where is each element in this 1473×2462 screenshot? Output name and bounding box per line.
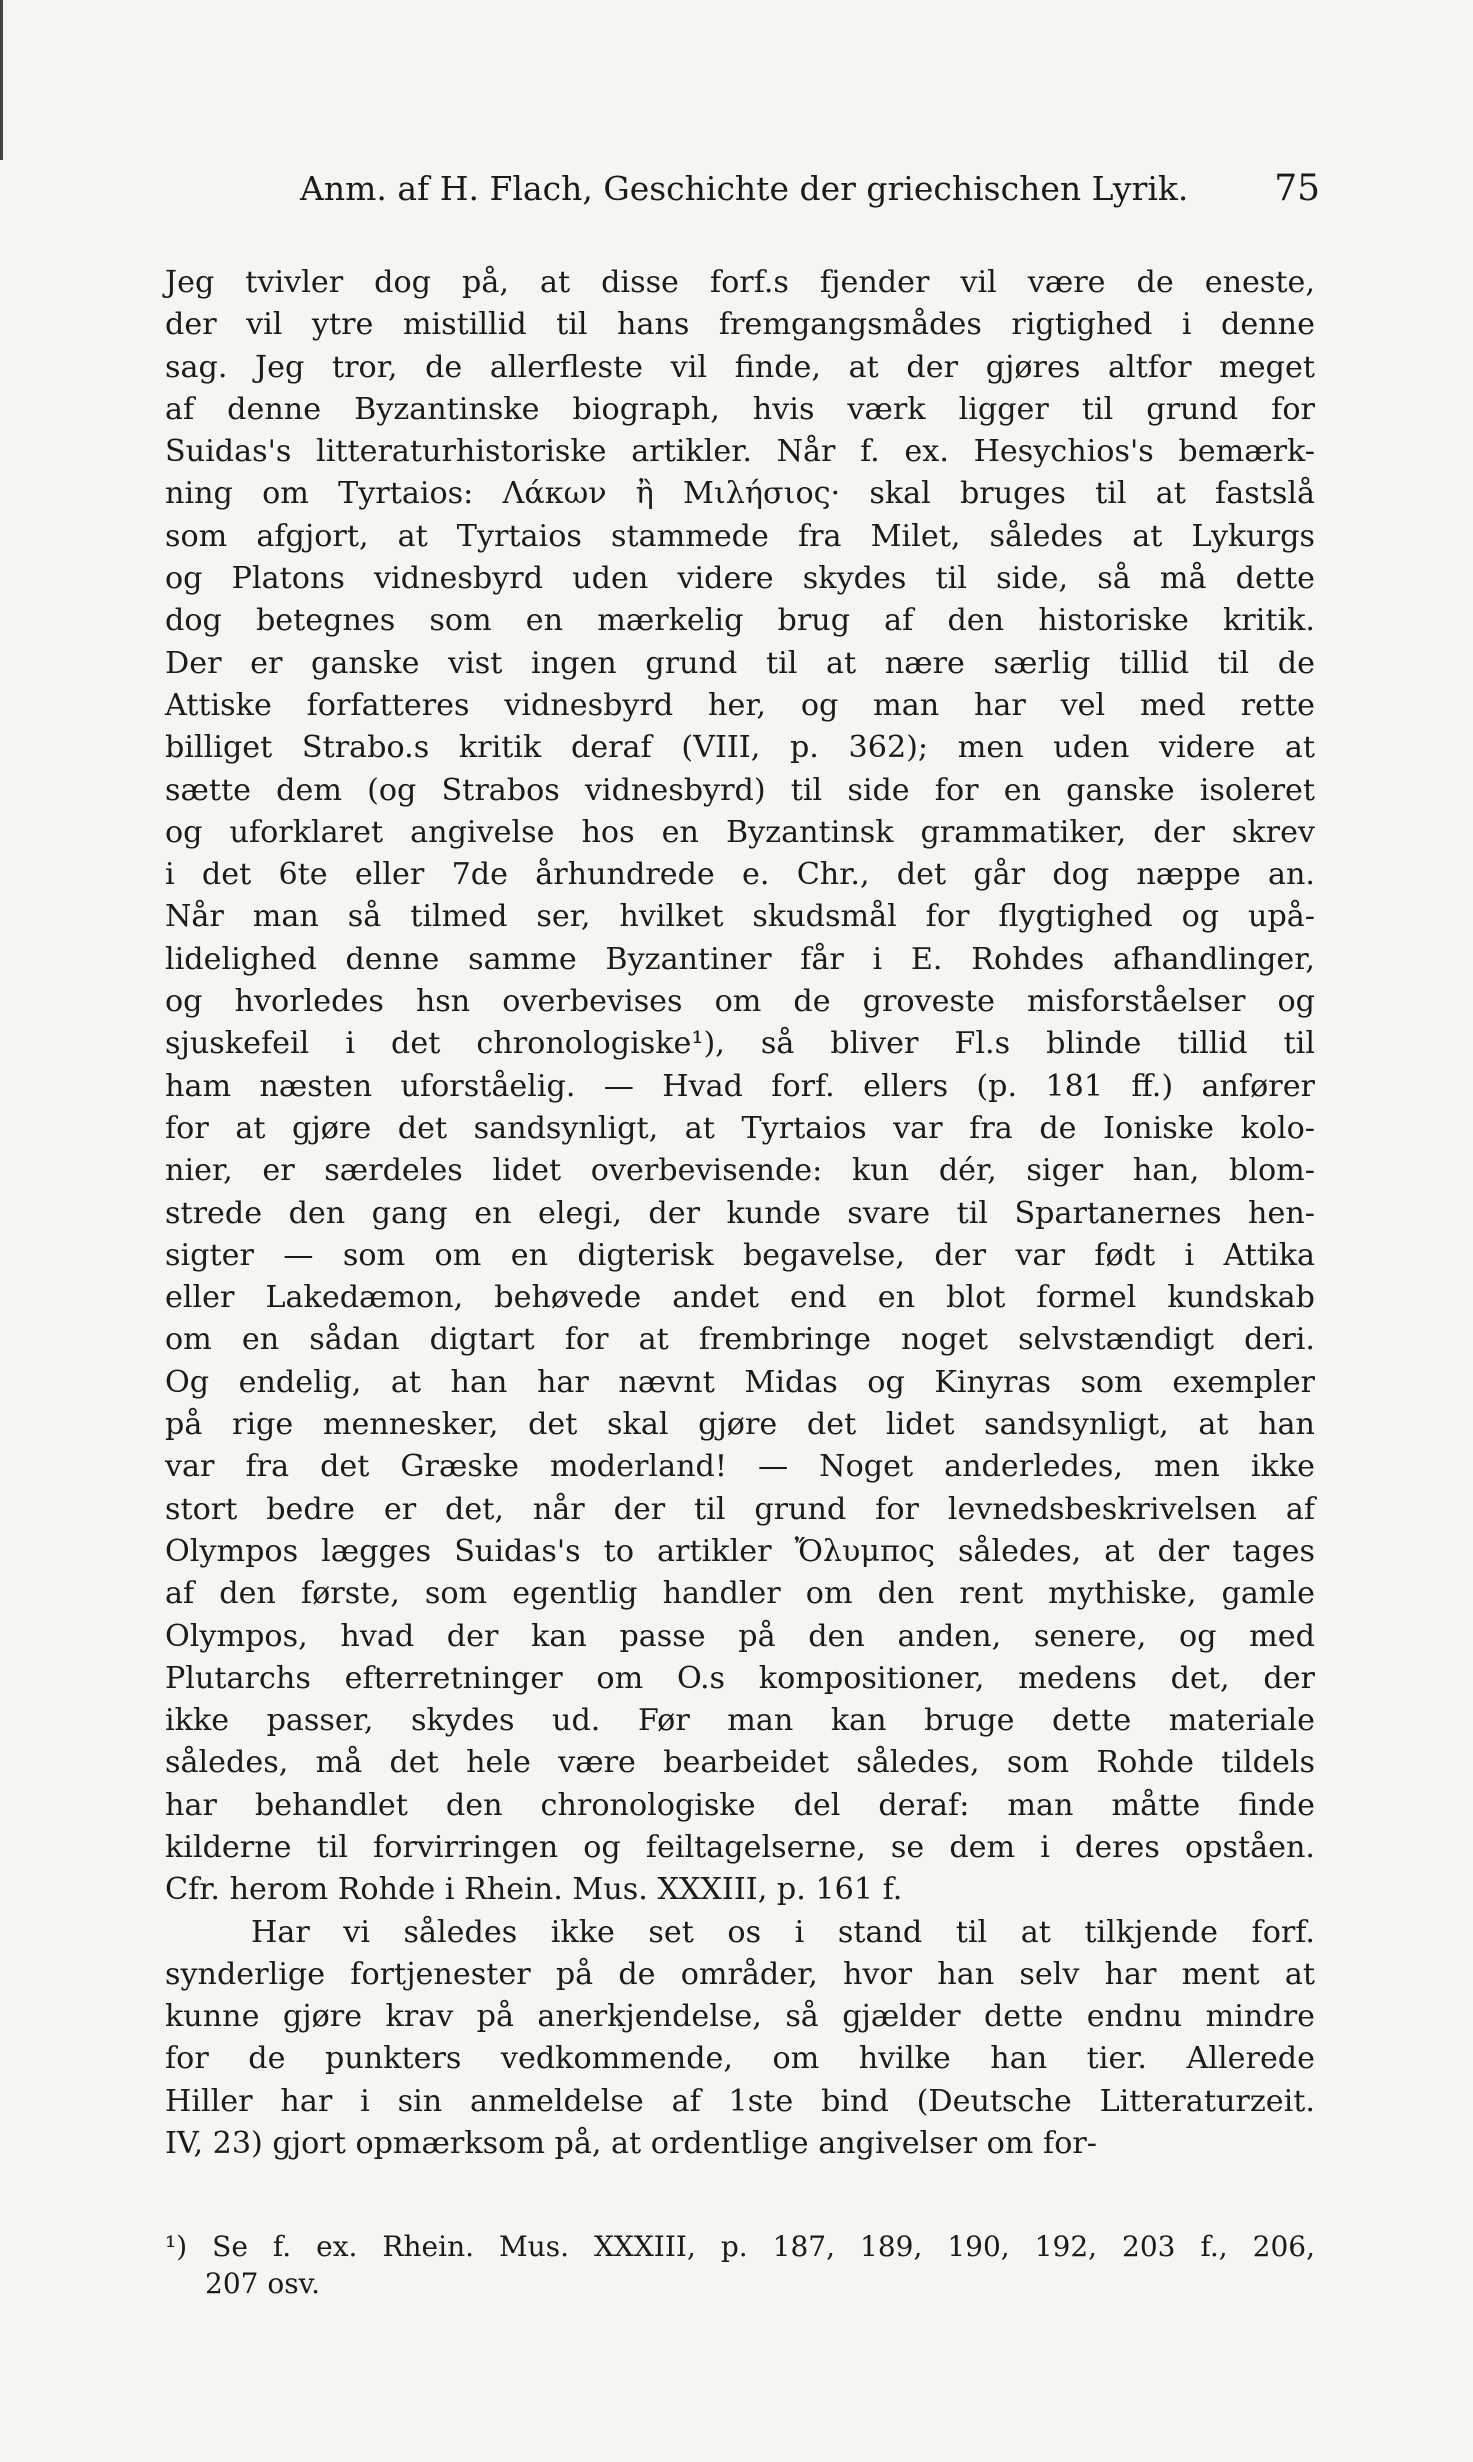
text-line: Der er ganske vist ingen grund til at nære særlig tillid til de — [165, 645, 1315, 681]
text-line: Attiske forfatteres vidnesbyrd her, og man har vel med rette — [165, 687, 1315, 723]
footnotes — [165, 2228, 1315, 2302]
text-line: nier, er særdeles lidet overbevisende: kun dér, siger han, blom- — [165, 1153, 1315, 1189]
text-line: Cfr. herom Rohde i Rhein. Mus. XXXIII, p. 161 f. — [165, 1872, 903, 1908]
text-line: sætte dem (og Strabos vidnesbyrd) til side for en ganske isoleret — [165, 772, 1315, 808]
text-line: sag. Jeg tror, de allerfleste vil finde, at der gjøres altfor meget — [165, 349, 1315, 385]
text-line: kilderne til forvirringen og feiltagelserne, se dem i deres opståen. — [165, 1829, 1315, 1865]
body-text — [165, 262, 1315, 2165]
text-line: Suidas's litteraturhistoriske artikler. Når f. ex. Hesychios's bemærk- — [165, 434, 1315, 470]
text-line: Har vi således ikke set os i stand til at tilkjende forf. — [251, 1914, 1315, 1950]
text-line: lidelighed denne samme Byzantiner får i E. Rohdes afhandlinger, — [165, 941, 1315, 977]
text-line: billiget Strabo.s kritik deraf (VIII, p. 362); men uden videre at — [165, 730, 1315, 766]
text-line: Hiller har i sin anmeldelse af 1ste bind (Deutsche Litteraturzeit. — [165, 2083, 1315, 2119]
text-line: om en sådan digtart for at frembringe noget selvstændigt deri. — [165, 1322, 1315, 1358]
text-line: Når man så tilmed ser, hvilket skudsmål for flygtighed og upå- — [165, 899, 1315, 935]
text-line: eller Lakedæmon, behøvede andet end en blot formel kundskab — [165, 1280, 1315, 1316]
text-line: Og endelig, at han har nævnt Midas og Kinyras som exempler — [165, 1364, 1315, 1400]
text-line: og hvorledes hsn overbevises om de groveste misforståelser og — [165, 984, 1315, 1020]
text-line: ning om Tyrtaios: Λάκων ἢ Μιλήσιος· skal bruges til at fastslå — [165, 476, 1315, 512]
text-line: af denne Byzantinske biograph, hvis værk ligger til grund for — [165, 391, 1315, 427]
text-line: og uforklaret angivelse hos en Byzantinsk grammatiker, der skrev — [165, 814, 1315, 850]
text-line: kunne gjøre krav på anerkjendelse, så gjælder dette endnu mindre — [165, 1999, 1315, 2035]
text-line: der vil ytre mistillid til hans fremgangsmådes rigtighed i denne — [165, 307, 1315, 343]
text-line: sjuskefeil i det chronologiske¹), så bliver Fl.s blinde tillid til — [165, 1026, 1315, 1062]
text-line: Plutarchs efterretninger om O.s kompositioner, medens det, der — [165, 1660, 1315, 1696]
text-line: i det 6te eller 7de århundrede e. Chr., det går dog næppe an. — [165, 857, 1315, 893]
text-line: Olympos, hvad der kan passe på den anden, senere, og med — [165, 1618, 1315, 1654]
running-header — [300, 168, 1320, 210]
scan-edge-mark — [0, 0, 3, 160]
text-line: strede den gang en elegi, der kunde svare til Spartanernes hen- — [165, 1195, 1315, 1231]
text-line: stort bedre er det, når der til grund for levnedsbeskrivelsen af — [165, 1491, 1315, 1527]
text-line: IV, 23) gjort opmærksom på, at ordentlige angivelser om for- — [165, 2126, 1097, 2162]
page-number: 75 — [1274, 168, 1320, 209]
text-line: sigter — som om en digterisk begavelse, der var født i Attika — [165, 1237, 1315, 1273]
text-line: således, må det hele være bearbeidet således, som Rohde tildels — [165, 1745, 1315, 1781]
text-line: ham næsten uforståelig. — Hvad forf. ellers (p. 181 ff.) anfører — [165, 1068, 1315, 1104]
text-line: ikke passer, skydes ud. Før man kan bruge dette materiale — [165, 1703, 1315, 1739]
text-line: var fra det Græske moderland! — Noget anderledes, men ikke — [165, 1449, 1315, 1485]
text-line: Jeg tvivler dog på, at disse forf.s fjender vil være de eneste, — [165, 265, 1315, 300]
text-line: på rige mennesker, det skal gjøre det lidet sandsynligt, at han — [165, 1407, 1315, 1443]
running-title: Anm. af H. Flach, Geschichte der griechischen Lyrik. — [300, 169, 1189, 208]
text-line: har behandlet den chronologiske del deraf: man måtte finde — [165, 1787, 1315, 1823]
text-line: for de punkters vedkommende, om hvilke han tier. Allerede — [165, 2041, 1315, 2077]
text-line: og Platons vidnesbyrd uden videre skydes til side, så må dette — [165, 561, 1315, 597]
footnote-line: 207 osv. — [205, 2267, 320, 2300]
text-line: som afgjort, at Tyrtaios stammede fra Milet, således at Lykurgs — [165, 518, 1315, 554]
text-line: Olympos lægges Suidas's to artikler Ὄλυμπος således, at der tages — [165, 1533, 1315, 1569]
text-line: for at gjøre det sandsynligt, at Tyrtaios var fra de Ioniske kolo- — [165, 1110, 1315, 1146]
text-line: dog betegnes som en mærkelig brug af den historiske kritik. — [165, 603, 1315, 639]
text-line: af den første, som egentlig handler om den rent mythiske, gamle — [165, 1576, 1315, 1612]
footnote-line: ¹) Se f. ex. Rhein. Mus. XXXIII, p. 187, 189, 190, 192, 203 f., 206, — [165, 2230, 1315, 2263]
text-line: synderlige fortjenester på de områder, hvor han selv har ment at — [165, 1956, 1315, 1992]
